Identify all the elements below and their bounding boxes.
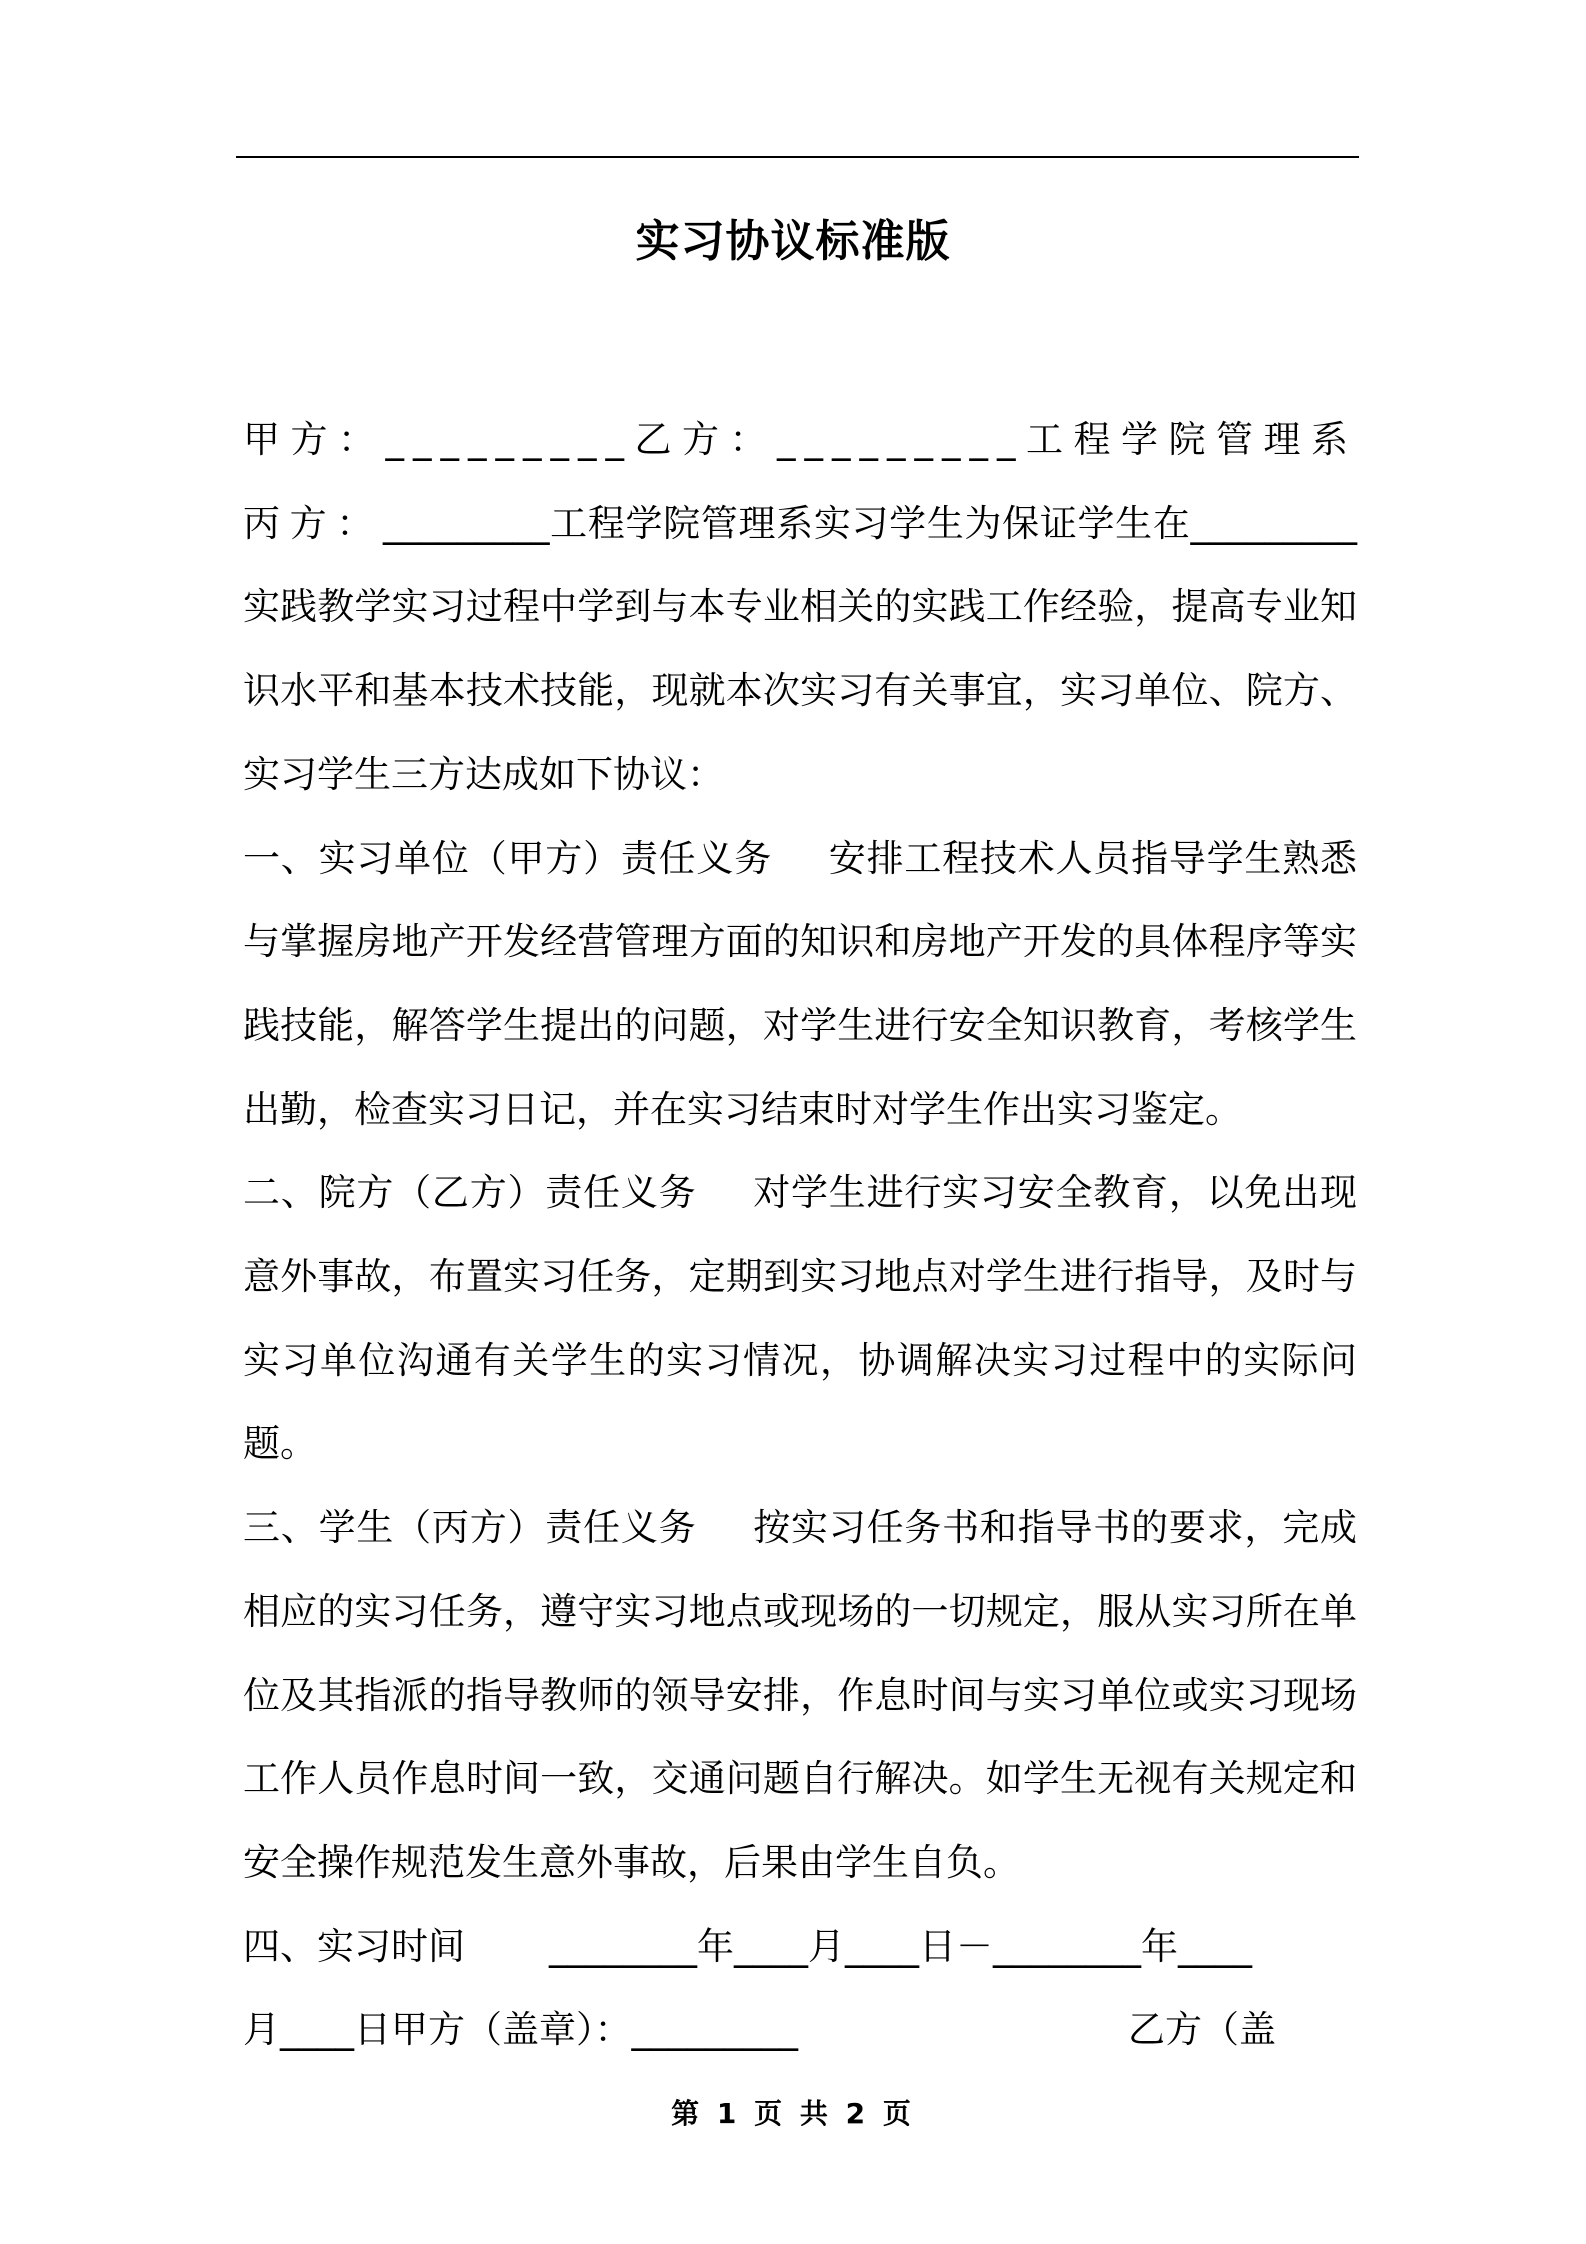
signature-party-b: 乙方（盖 xyxy=(1128,2008,1276,2052)
clause-3-heading: 三、学生（丙方）责任义务 xyxy=(243,1506,697,1550)
time-section xyxy=(243,1905,1357,2072)
document-title: 实习协议标准版 xyxy=(635,216,951,267)
clause-2-heading: 二、院方（乙方）责任义务 xyxy=(243,1171,697,1215)
clause-3-text: 按实习任务书和指导书的要求，完成相应的实习任务，遵守实习地点或现场的一切规定，服从实习所在单位及其指派的指导教师的领导安排，作息时间与实习单位或实习现场工作人员作息时间一致，交通问题自行解决。如学生无视有关规定和安全操作规范发生意外事故，后果由学生自负。 xyxy=(243,1506,1358,1884)
clause-1-text: 安排工程技术人员指导学生熟悉与掌握房地产开发经营管理方面的知识和房地产开发的具体程序等实践技能，解答学生提出的问题，对学生进行安全知识教育，考核学生出勤，检查实习日记，并在实习结束时对学生作出实习鉴定。 xyxy=(243,836,1357,1131)
parties-line: 甲方：_________乙方：_________工程学院管理系丙方： xyxy=(243,418,1357,545)
document-body xyxy=(243,398,1357,2072)
clause-1 xyxy=(243,817,1357,1152)
clause-1-heading: 一、实习单位（甲方）责任义务 xyxy=(243,836,772,880)
clause-2 xyxy=(243,1151,1357,1486)
parties-paragraph xyxy=(243,398,1357,817)
page-footer: 第 1 页 共 2 页 xyxy=(671,2097,915,2130)
header-rule xyxy=(236,156,1359,158)
clause-3 xyxy=(243,1486,1357,1905)
intro-text: _________工程学院管理系实习学生为保证学生在_________实践教学实习过程中学到与本专业相关的实践工作经验，提高专业知识水平和基本技术技能，现就本次实习有关事宜，实习单位、院方、实习学生三方达成如下协议： xyxy=(243,501,1357,796)
time-range: ________年____月____日－________年____ xyxy=(549,1924,1252,1968)
clause-2-text: 对学生进行实习安全教育，以免出现意外事故，布置实习任务，定期到实习地点对学生进行指导，及时与实习单位沟通有关学生的实习情况，协调解决实习过程中的实际问题。 xyxy=(243,1171,1358,1466)
time-heading: 四、实习时间 xyxy=(243,1924,465,1968)
signature-party-a: 月____日甲方（盖章）：_________ xyxy=(243,2008,798,2052)
